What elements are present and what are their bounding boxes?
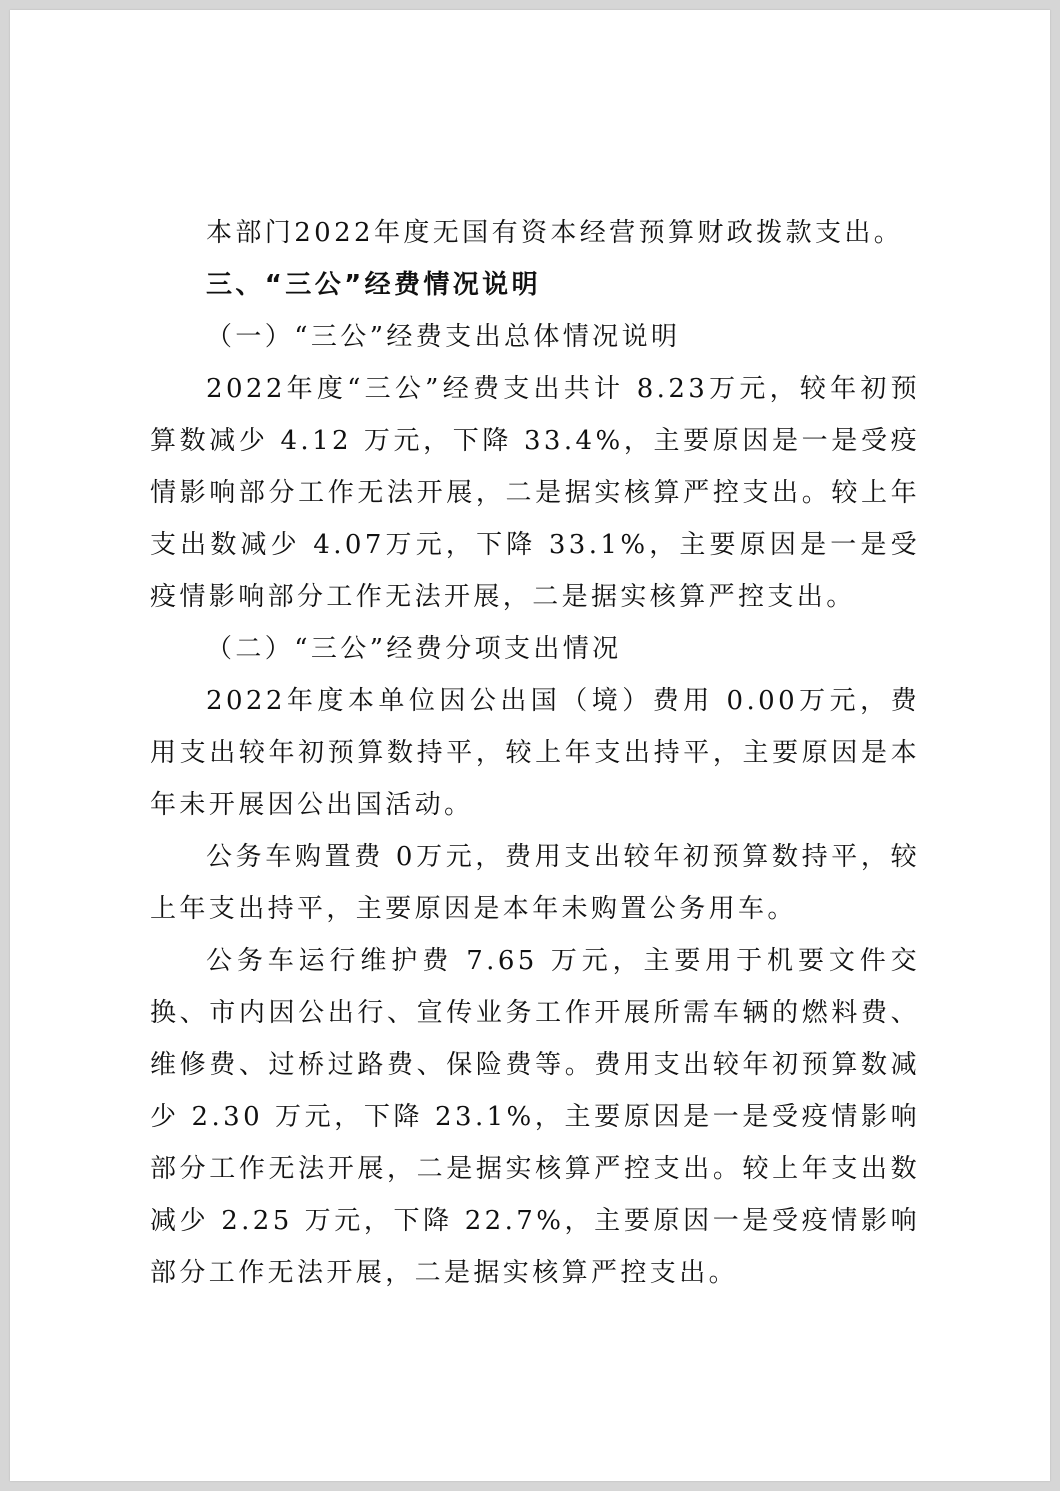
paragraph-overall-expenditure: 2022年度“三公”经费支出共计 8.23万元，较年初预算数减少 4.12 万元，下降 33.4%，主要原因是一是受疫情影响部分工作无法开展，二是据实核算严控支出。较上年支出数减少 4.07万元，下降 33.1%，主要原因是一是受疫情影响部分工作无法开展，二是据实核算严控支出。 [150,374,920,612]
document-page [10,10,1050,1481]
subsection-heading-itemized: （二）“三公”经费分项支出情况 [206,634,622,664]
document-body [150,207,920,1299]
subsection-heading-overall: （一）“三公”经费支出总体情况说明 [206,322,681,352]
paragraph-vehicle-operation: 公务车运行维护费 7.65 万元，主要用于机要文件交换、市内因公出行、宣传业务工作开展所需车辆的燃料费、维修费、过桥过路费、保险费等。费用支出较年初预算数减少 2.30 万元，下降 23.1%，主要原因是一是受疫情影响部分工作无法开展，二是据实核算严控支出。较上年支出数减少 2.25 万元，下降 22.7%，主要原因一是受疫情影响部分工作无法开展，二是据实核算严控支出。 [150,946,920,1288]
paragraph-overseas-travel: 2022年度本单位因公出国（境）费用 0.00万元，费用支出较年初预算数持平，较上年支出持平，主要原因是本年未开展因公出国活动。 [150,686,920,820]
paragraph-vehicle-purchase: 公务车购置费 0万元，费用支出较年初预算数持平，较上年支出持平，主要原因是本年未购置公务用车。 [150,842,920,924]
section-heading-three-public: 三、“三公”经费情况说明 [206,270,541,300]
paragraph-state-capital: 本部门2022年度无国有资本经营预算财政拨款支出。 [206,218,904,248]
